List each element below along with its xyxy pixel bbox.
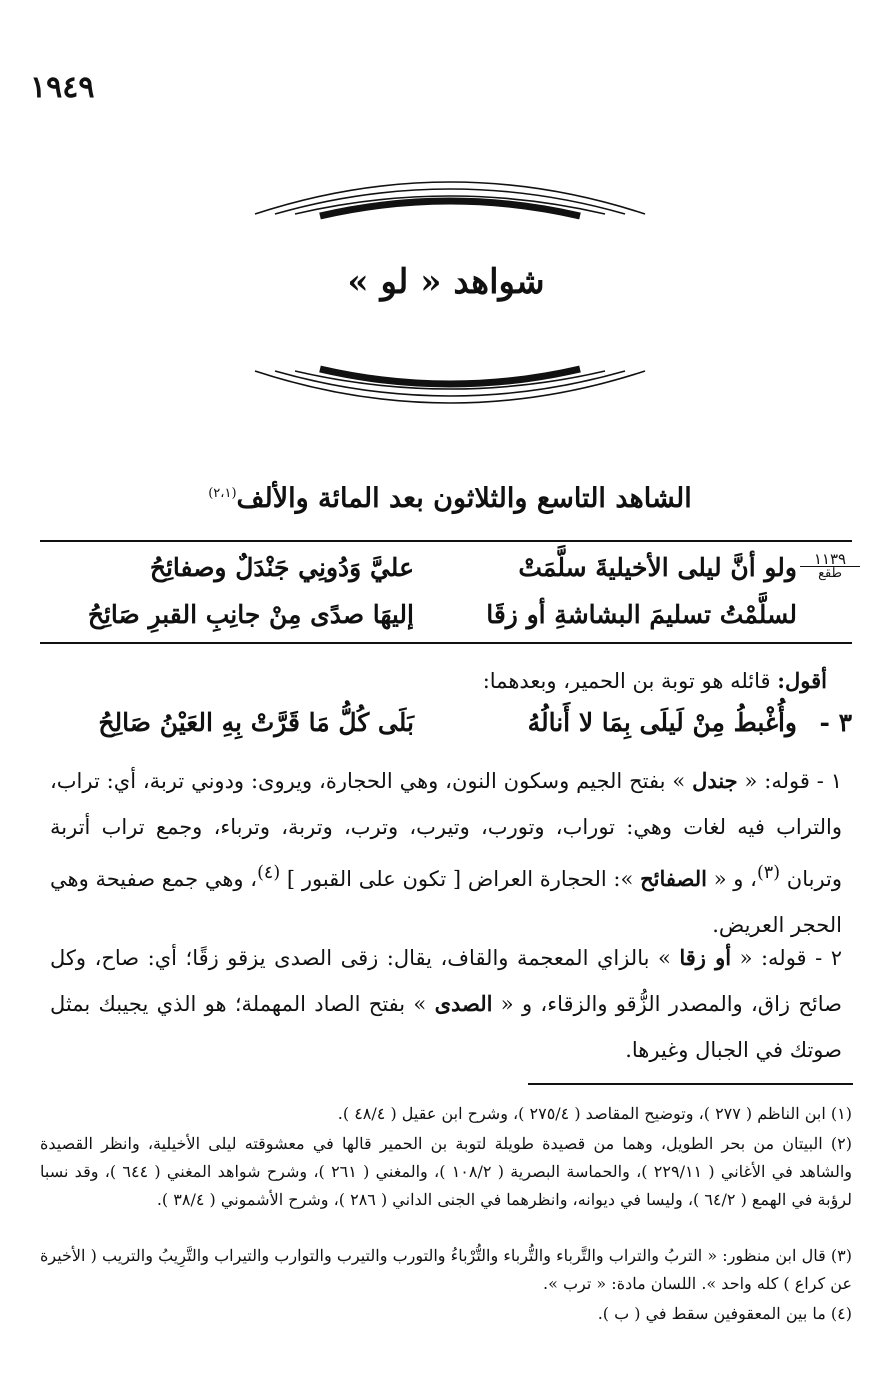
page-number: ١٩٤٩ <box>30 70 95 105</box>
note-1-term-safaih: الصفائح <box>640 866 707 891</box>
verse-1-first-hemistich: ولو أنَّ ليلى الأخيليةَ سلَّمَتْ <box>518 553 797 582</box>
verse-3-first-hemistich: وأُغْبطُ مِنْ لَيلَى بِمَا لا أَنالُهُ <box>527 708 797 737</box>
verse-tag: طقع <box>818 566 842 581</box>
verse-2-second-hemistich: إليهَا صدًى مِنْ جانِبِ القبرِ صَائِحُ <box>87 600 414 629</box>
footnote-separator <box>528 1083 853 1085</box>
note-2-term-zaqa: أو زقا <box>679 945 732 970</box>
note-2-text-a: ٢ - قوله: « <box>731 946 842 970</box>
intro-label: أقول: <box>777 668 827 693</box>
note-2-text-c: » بفتح الصاد المهملة؛ هو الذي يجيبك بمثل صوتك في الجبال وغيرها. <box>50 992 842 1062</box>
footnote-4: (٤) ما بين المعقوفين سقط في ( ب ). <box>597 1304 852 1323</box>
note-1-text-b: » بفتح الجيم وسكون النون، وهي الحجارة، ويروى: ودوني تربة، أي: تراب، والتراب فيه لغات وهي: توراب، وتورب، وتيرب، وترب، وتربة، وترباء، وجمع تراب أتربة وتربان <box>50 769 843 891</box>
footnote-3: (٣) قال ابن منظور: « التربُ والتراب والتَّرباء والتُّرباء والتُّرْباءُ والتورب والتيرب والتوارب والتيراب والتَّرِيبُ والتريب ( الأخيرة عن كراع ) كله واحد ». اللسان مادة: « ترب ». <box>40 1246 852 1293</box>
intro-text: قائله هو توبة بن الحمير، وبعدهما: <box>482 669 778 693</box>
section-title <box>120 483 780 514</box>
verse-top-rule <box>40 540 852 542</box>
bottom-ornament-icon <box>250 365 650 425</box>
note-1-text-c: ، و « <box>706 867 757 891</box>
note-paragraph-2 <box>50 935 842 1073</box>
verse-number-value: ١١٣٩ <box>800 552 860 567</box>
chapter-title: شواهد « لو » <box>347 262 545 302</box>
top-ornament-icon <box>250 160 650 220</box>
verse-1-second-hemistich: عليَّ وَدُونِي جَنْدَلٌ وصفائِحُ <box>149 553 414 582</box>
note-1-text-d: »: الحجارة العراض [ تكون على القبور ] <box>280 867 641 891</box>
footnote-ref-3: (٣) <box>756 863 781 883</box>
verse-3-number: ٣ - <box>819 708 852 737</box>
section-title-text: الشاهد التاسع والثلاثون بعد المائة والألف <box>236 483 692 514</box>
note-2-term-sada: الصدى <box>434 991 493 1016</box>
verse-number <box>800 552 860 581</box>
verse-2-first-hemistich: لسلَّمْتُ تسليمَ البشاشةِ أو زقَا <box>486 600 797 629</box>
intro-line <box>483 668 827 693</box>
footnote-ref-4: (٤) <box>257 863 281 883</box>
section-note: (٢،١) <box>208 486 237 501</box>
note-1-term-jandal: جندل <box>692 768 738 793</box>
footnote-1: (١) ابن الناظم ( ٢٧٧ )، وتوضيح المقاصد ( ٢٧٥/٤ )، وشرح ابن عقيل ( ٤٨/٤ ). <box>337 1104 852 1123</box>
note-1-text-e: ، وهي جمع صفيحة وهي الحجر العريض. <box>50 867 842 937</box>
verse-3-second-hemistich: بَلَى كُلُّ مَا قَرَّتْ بِهِ العَيْنُ صَالِحُ <box>98 708 414 737</box>
note-2-text-b: » بالزاي المعجمة والقاف، يقال: زقى الصدى يزقو زقًا؛ أي: صاح، وكل صائح زاق، والمصدر الزُّقو والزقاء، و « <box>50 946 842 1016</box>
verse-bottom-rule <box>40 642 852 644</box>
note-paragraph-1 <box>50 758 842 948</box>
footnote-2: (٢) البيتان من بحر الطويل، وهما من قصيدة طويلة لتوبة بن الحمير قالها في معشوقته ليلى الأخيلية، وانظر القصيدة والشاهد في الأغاني ( ٢٢٩/١١ )، والحماسة البصرية ( ١٠٨/٢ )، والمغني ( ٢٦١ )، وشرح شواهد المغني ( ٦٤٤ )، وقد نسبا لرؤبة في الهمع ( ٦٤/٢ )، وليسا في ديوانه، وانظرهما في الجنى الداني ( ٢٨٦ )، وشرح الأشموني ( ٣٨/٤ ). <box>40 1134 853 1209</box>
note-1-text-a: ١ - قوله: « <box>737 769 843 793</box>
